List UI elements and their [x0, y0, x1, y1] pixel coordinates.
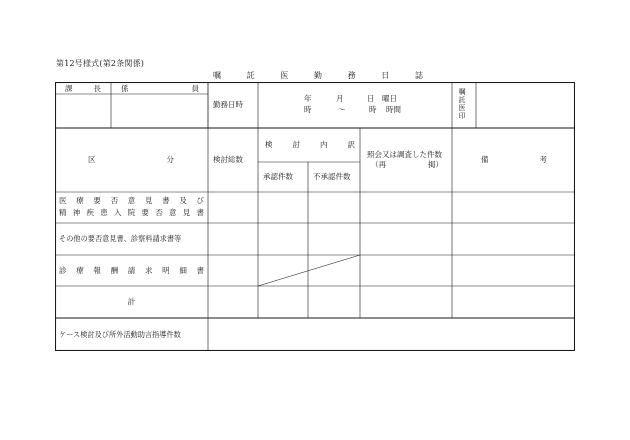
row-psychiatric-opinion-label: 精 神 疾 患 入 院 要 否 意 見 書	[59, 208, 204, 217]
category-header: 区 分	[88, 155, 174, 164]
title-char: 託	[246, 71, 255, 80]
title-char: 日	[381, 71, 390, 80]
row-other-opinion-label: その他の要否意見書、診察料請求書等	[59, 234, 182, 243]
title-char: 医	[280, 71, 289, 80]
row-case-review-label: ケース検討及び所外活動助言指導件数	[59, 330, 181, 339]
approved-header: 承認件数	[263, 172, 293, 181]
section-chief-label: 課 長	[65, 84, 101, 93]
title-char: 務	[347, 71, 356, 80]
row-medical-fee-label: 診 療 報 酬 請 求 明 細 書	[59, 266, 204, 275]
date-line: 年 月 日 曜日	[304, 94, 397, 103]
inquiry-header-sub: （再 掲）	[371, 160, 443, 169]
not-approved-header: 不承認件数	[313, 172, 351, 181]
title-char: 勤	[313, 71, 322, 80]
staff-label: 係 員	[121, 84, 199, 93]
row-total-label: 計	[127, 297, 136, 306]
breakdown-header: 検 討 内 訳	[265, 140, 355, 149]
row-medical-opinion-label: 医 療 要 否 意 見 書 及 び	[59, 196, 204, 205]
title-char: 嘱	[213, 71, 221, 80]
duty-datetime-label: 勤務日時	[213, 100, 243, 109]
document-title	[213, 70, 423, 81]
physician-seal-label: 嘱託医印	[458, 88, 466, 120]
total-reviewed-header: 検討総数	[213, 155, 243, 164]
time-line: 時 ～ 時 時間	[304, 105, 401, 114]
form-number: 第12号様式(第2条関係)	[56, 59, 145, 68]
inquiry-header: 照会又は調査した件数	[367, 150, 442, 159]
remarks-header: 備 考	[481, 155, 547, 164]
ledger-table	[55, 82, 575, 351]
title-char: 誌	[414, 71, 423, 80]
